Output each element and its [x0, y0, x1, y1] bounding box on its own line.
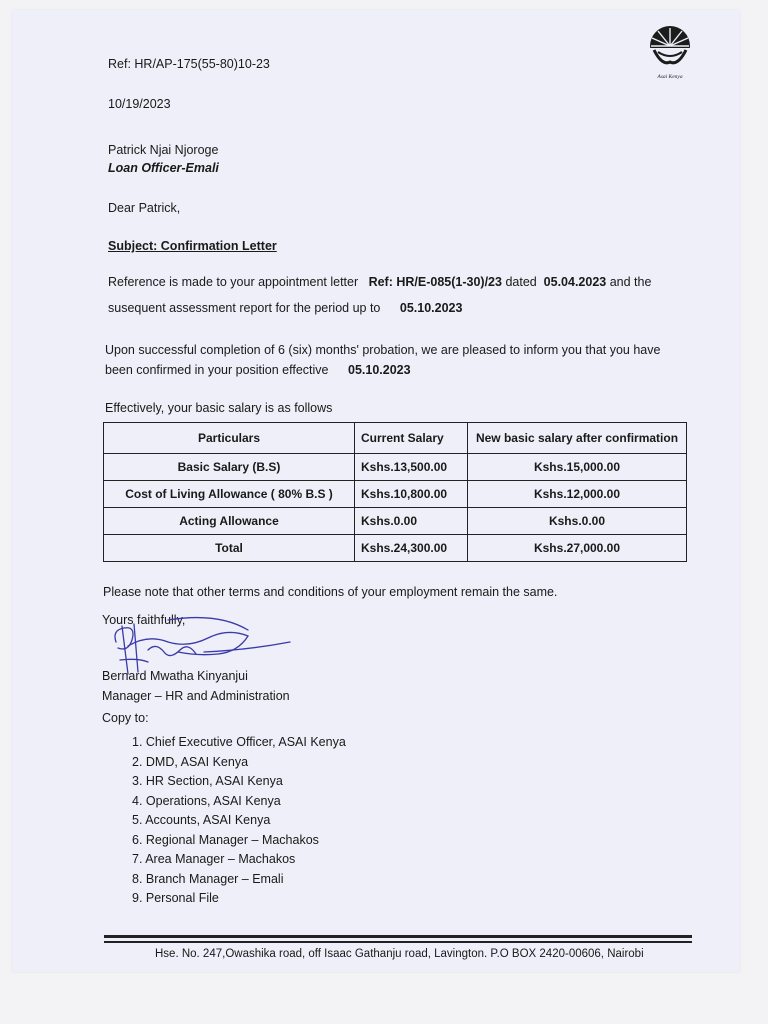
table-row	[104, 481, 687, 508]
list-item: 6. Regional Manager – Machakos	[132, 832, 319, 847]
closing-note: Please note that other terms and conditions of your employment remain the same.	[103, 585, 558, 599]
subject-line: Subject: Confirmation Letter	[108, 239, 277, 253]
list-item: 5. Accounts, ASAI Kenya	[132, 813, 271, 827]
footer-address: Hse. No. 247,Owashika road, off Isaac Gathanju road, Lavington. P.O BOX 2420-00606, Nairobi	[155, 948, 644, 960]
row-current-salary: Kshs.13,500.00	[355, 454, 468, 481]
list-item: 3. HR Section, ASAI Kenya	[132, 774, 283, 788]
row-particular: Basic Salary (B.S)	[104, 454, 355, 481]
signatory-title: Manager – HR and Administration	[102, 689, 290, 703]
recipient-title: Loan Officer-Emali	[108, 161, 219, 175]
header-new-salary: New basic salary after confirmation	[468, 423, 687, 454]
row-particular: Acting Allowance	[104, 508, 355, 535]
paragraph-2-line-2	[105, 362, 411, 378]
list-item: 2. DMD, ASAI Kenya	[132, 754, 249, 769]
para2-text: been confirmed in your position effective	[105, 363, 329, 377]
logo-caption: Asai Kenya	[657, 74, 683, 80]
company-logo	[640, 22, 704, 82]
para1-text-a: Reference is made to your appointment letter	[108, 275, 359, 289]
table-row	[104, 508, 687, 535]
para1-text-b: and the	[609, 275, 652, 289]
para1-appointment-date: 05.04.2023	[543, 275, 607, 289]
footer-divider	[104, 935, 692, 938]
row-current-salary: Kshs.24,300.00	[355, 535, 468, 562]
header-particulars: Particulars	[104, 423, 355, 454]
copy-list	[132, 734, 346, 910]
list-item: 4. Operations, ASAI Kenya	[132, 793, 281, 808]
table-row-total	[104, 535, 687, 562]
row-new-salary: Kshs.27,000.00	[468, 535, 687, 562]
para1-text-c: susequent assessment report for the period up to	[108, 301, 381, 315]
reference-number: Ref: HR/AP-175(55-80)10-23	[108, 57, 270, 71]
para1-appointment-ref: Ref: HR/E-085(1-30)/23	[368, 275, 502, 289]
header-current-salary: Current Salary	[355, 423, 468, 454]
row-particular: Cost of Living Allowance ( 80% B.S )	[104, 481, 355, 508]
table-header-row	[104, 423, 687, 454]
list-item: 8. Branch Manager – Emali	[132, 871, 284, 886]
paragraph-1-line-1	[108, 274, 651, 290]
list-item: 1. Chief Executive Officer, ASAI Kenya	[132, 735, 346, 749]
list-item: 7. Area Manager – Machakos	[132, 852, 296, 866]
para1-dated: dated	[505, 275, 537, 289]
row-current-salary: Kshs.0.00	[355, 508, 468, 535]
paragraph-3: Effectively, your basic salary is as follows	[105, 401, 333, 415]
table-row	[104, 454, 687, 481]
salutation: Dear Patrick,	[108, 201, 181, 215]
paragraph-1-line-2	[108, 300, 462, 316]
sign-off: Yours faithfully,	[102, 613, 186, 627]
recipient-name: Patrick Njai Njoroge	[108, 143, 219, 157]
row-new-salary: Kshs.15,000.00	[468, 454, 687, 481]
para2-effective-date: 05.10.2023	[348, 363, 411, 377]
row-current-salary: Kshs.10,800.00	[355, 481, 468, 508]
row-particular: Total	[104, 535, 355, 562]
list-item: 9. Personal File	[132, 891, 219, 905]
footer-divider-thin	[104, 941, 692, 943]
row-new-salary: Kshs.0.00	[468, 508, 687, 535]
paragraph-2-line-1: Upon successful completion of 6 (six) months' probation, we are pleased to inform you that you have	[105, 343, 661, 357]
signatory-name: Bernard Mwatha Kinyanjui	[102, 669, 248, 683]
copy-to-label: Copy to:	[102, 711, 149, 725]
letter-date: 10/19/2023	[108, 97, 171, 111]
row-new-salary: Kshs.12,000.00	[468, 481, 687, 508]
salary-table	[103, 422, 687, 562]
para1-period-date: 05.10.2023	[399, 301, 463, 315]
